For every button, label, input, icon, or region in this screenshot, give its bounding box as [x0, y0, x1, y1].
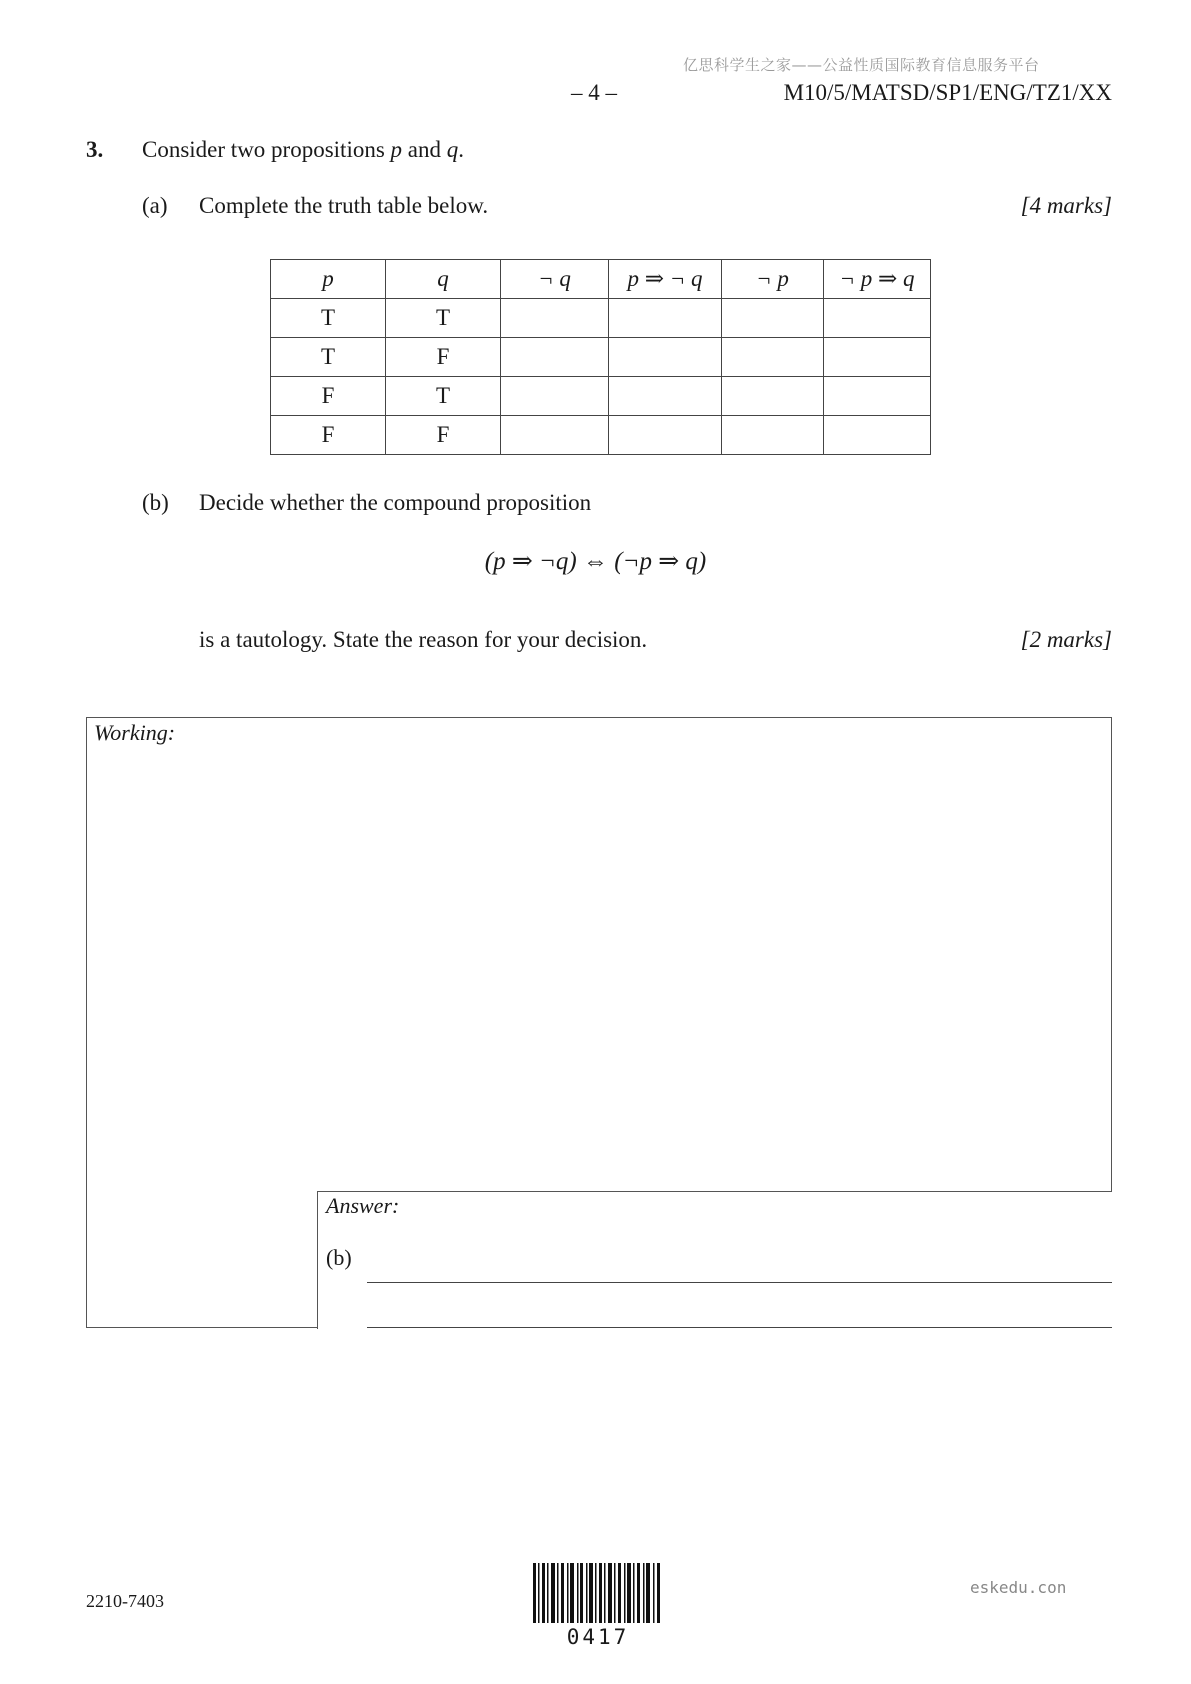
cell-q: F — [386, 416, 501, 455]
table-row — [271, 377, 931, 416]
watermark-text: 亿思科学生之家——公益性质国际教育信息服务平台 — [683, 56, 1040, 74]
cell-p: T — [271, 338, 386, 377]
answer-cell[interactable] — [501, 338, 609, 377]
truth-table-header-row — [271, 260, 931, 299]
cell-p: F — [271, 416, 386, 455]
question-number: 3. — [86, 137, 104, 162]
working-label: Working: — [94, 720, 176, 745]
answer-cell[interactable] — [824, 377, 931, 416]
compound-proposition-formula: (p ⇒ ¬q) ⇔ (¬p ⇒ q) — [484, 548, 707, 575]
answer-cell[interactable] — [824, 338, 931, 377]
header-not-q: ¬ q — [501, 260, 609, 299]
header-p: p — [271, 260, 386, 299]
part-b-text: Decide whether the compound proposition — [199, 490, 592, 515]
answer-cell[interactable] — [501, 377, 609, 416]
answer-cell[interactable] — [824, 416, 931, 455]
answer-cell[interactable] — [609, 377, 722, 416]
question-intro: Consider two propositions p and q. — [142, 137, 464, 162]
barcode-number: 0417 — [566, 1625, 630, 1649]
paper-code: 2210-7403 — [86, 1591, 164, 1611]
header-not-p-implies-q: ¬ p ⇒ q — [824, 260, 931, 299]
barcode — [533, 1563, 663, 1623]
part-a-marks: [4 marks] — [1020, 193, 1112, 218]
answer-label: Answer: — [326, 1193, 400, 1218]
part-b-label: (b) — [142, 490, 169, 515]
site-watermark: eskedu.con — [970, 1578, 1067, 1597]
table-row — [271, 338, 931, 377]
cell-q: T — [386, 377, 501, 416]
header-not-p: ¬ p — [722, 260, 824, 299]
header-q: q — [386, 260, 501, 299]
answer-line[interactable] — [367, 1327, 1112, 1328]
answer-cell[interactable] — [609, 338, 722, 377]
table-row — [271, 299, 931, 338]
var-q: q — [446, 137, 459, 162]
answer-cell[interactable] — [722, 377, 824, 416]
var-p: p — [390, 137, 403, 162]
paper-reference: M10/5/MATSD/SP1/ENG/TZ1/XX — [783, 80, 1112, 105]
cell-q: F — [386, 338, 501, 377]
answer-cell[interactable] — [722, 338, 824, 377]
part-b-text-2: is a tautology. State the reason for your decision. — [199, 627, 648, 652]
part-a-text: Complete the truth table below. — [199, 193, 489, 218]
table-row — [271, 416, 931, 455]
answer-part-b-label: (b) — [326, 1245, 352, 1270]
answer-cell[interactable] — [722, 299, 824, 338]
cell-p: F — [271, 377, 386, 416]
working-box[interactable] — [86, 717, 1112, 1329]
truth-table — [270, 259, 931, 455]
header-p-implies-not-q: p ⇒ ¬ q — [609, 260, 722, 299]
answer-cell[interactable] — [501, 416, 609, 455]
answer-cell[interactable] — [609, 416, 722, 455]
answer-cell[interactable] — [501, 299, 609, 338]
answer-cell[interactable] — [824, 299, 931, 338]
part-b-marks: [2 marks] — [1020, 627, 1112, 652]
part-a-label: (a) — [142, 193, 168, 218]
answer-line[interactable] — [367, 1282, 1112, 1283]
cell-p: T — [271, 299, 386, 338]
page-number: – 4 – — [571, 80, 617, 105]
answer-cell[interactable] — [609, 299, 722, 338]
answer-cell[interactable] — [722, 416, 824, 455]
cell-q: T — [386, 299, 501, 338]
